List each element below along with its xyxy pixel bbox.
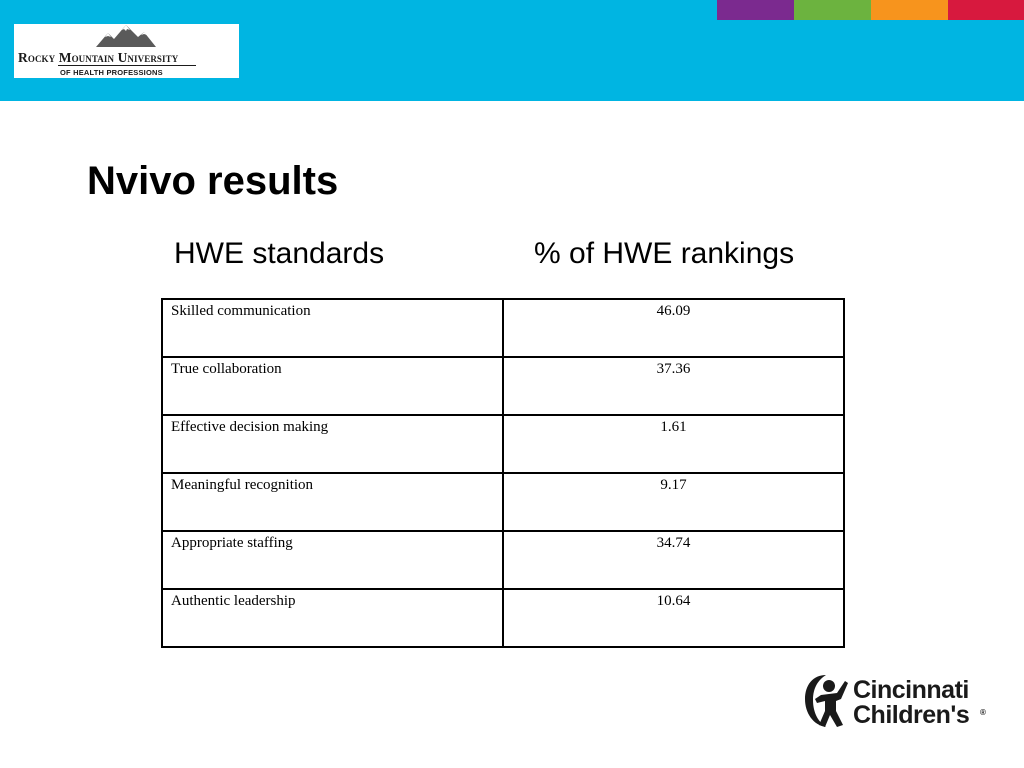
logo-childrens-text: Children's [853, 701, 970, 729]
percent-cell: 46.09 [503, 299, 844, 357]
table-row [162, 589, 844, 647]
percent-cell: 34.74 [503, 531, 844, 589]
color-strip-purple [717, 0, 794, 20]
percent-cell: 9.17 [503, 473, 844, 531]
logo-university-name: Rocky Mountain University [18, 50, 179, 65]
table-row [162, 299, 844, 357]
logo-subtitle: OF HEALTH PROFESSIONS [60, 68, 163, 77]
standard-cell: Meaningful recognition [162, 473, 503, 531]
standard-cell: Skilled communication [162, 299, 503, 357]
registered-mark: ® [980, 708, 986, 717]
mountains-icon [96, 25, 156, 47]
percent-cell: 10.64 [503, 589, 844, 647]
percent-cell: 37.36 [503, 357, 844, 415]
slide-title: Nvivo results [87, 159, 339, 203]
results-table [161, 298, 845, 648]
color-strip-orange [871, 0, 948, 20]
rocky-mountain-university-logo [14, 24, 239, 78]
table-row [162, 531, 844, 589]
column-heading-standards: HWE standards [174, 237, 385, 270]
logo-cincinnati-text: Cincinnati [853, 676, 969, 704]
table-row [162, 473, 844, 531]
table-row [162, 357, 844, 415]
color-strip-red [948, 0, 1024, 20]
column-heading-rankings: % of HWE rankings [534, 237, 795, 270]
standard-cell: True collaboration [162, 357, 503, 415]
standard-cell: Authentic leadership [162, 589, 503, 647]
color-strip-green [794, 0, 871, 20]
standard-cell: Effective decision making [162, 415, 503, 473]
child-figure-icon [803, 673, 849, 729]
table-row [162, 415, 844, 473]
percent-cell: 1.61 [503, 415, 844, 473]
standard-cell: Appropriate staffing [162, 531, 503, 589]
logo-divider [58, 65, 196, 66]
